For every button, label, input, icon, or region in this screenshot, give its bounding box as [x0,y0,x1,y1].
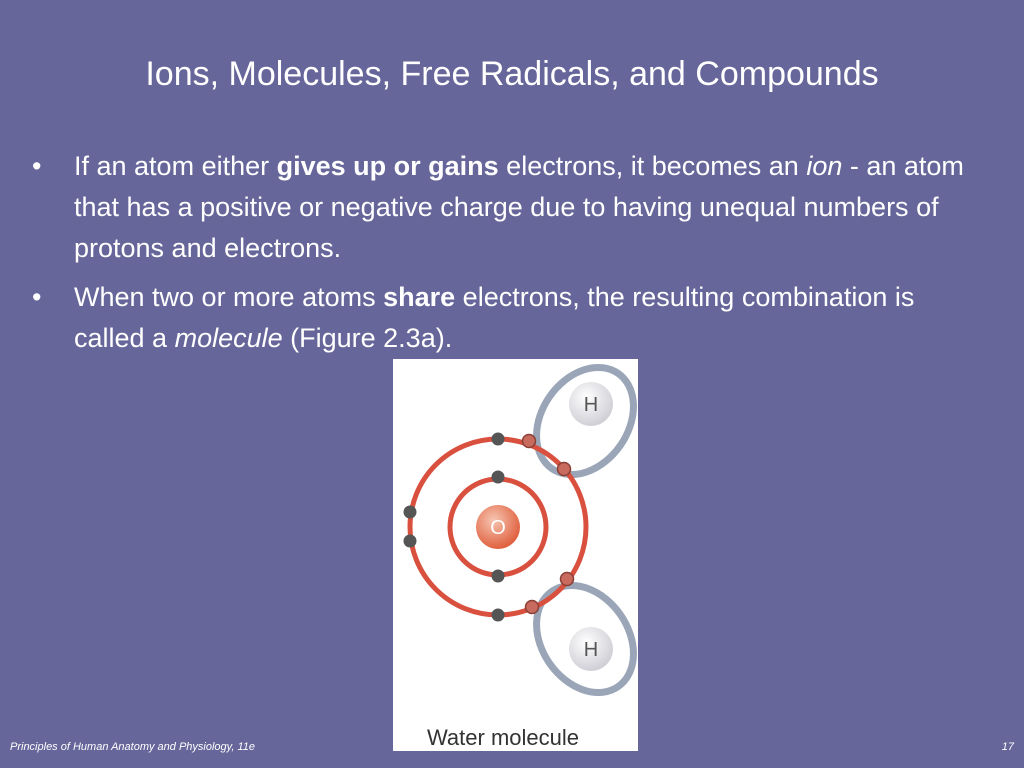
water-molecule-figure [393,359,638,751]
footer-page-number: 17 [1001,741,1014,753]
hydrogen-top-orbital [517,359,638,493]
electron [492,609,505,622]
bullet-text: electrons, it becomes an [498,151,807,181]
bullet-text: electrons, the resulting combination is called a [74,282,915,353]
bullet-text: - an atom that has a positive or negative charge due to having unequal numbers of protons and electrons. [74,151,964,263]
bullet-text: (Figure 2.3a). [282,323,453,353]
bullet-bold-text: share [383,282,456,312]
shared-electron [558,463,571,476]
oxygen-label: O [490,517,506,539]
bullet-text: If an atom either [74,151,277,181]
slide-title: Ions, Molecules, Free Radicals, and Compounds [145,55,879,93]
water-molecule-diagram [393,359,638,751]
footer-book-title: Principles of Human Anatomy and Physiology, 11e [10,741,255,753]
shared-electron [561,573,574,586]
bullet-molecule [28,277,988,359]
electron [404,535,417,548]
electron [404,506,417,519]
bullet-italic-term: molecule [174,323,283,353]
electron [492,471,505,484]
bullet-text: When two or more atoms [74,282,384,312]
shared-electron [526,601,539,614]
shared-electron [523,435,536,448]
bullet-ion [28,146,988,269]
hydrogen-bottom-label: H [583,639,599,661]
figure-caption: Water molecule [426,725,580,750]
bullet-italic-term: ion [806,151,843,181]
bullet-bold-text: gives up or gains [276,151,499,181]
hydrogen-top-label: H [583,394,599,416]
bullet-list [28,146,988,367]
bullet-symbol: • [32,282,42,312]
electron [492,570,505,583]
electron [492,433,505,446]
bullet-symbol: • [32,151,42,181]
